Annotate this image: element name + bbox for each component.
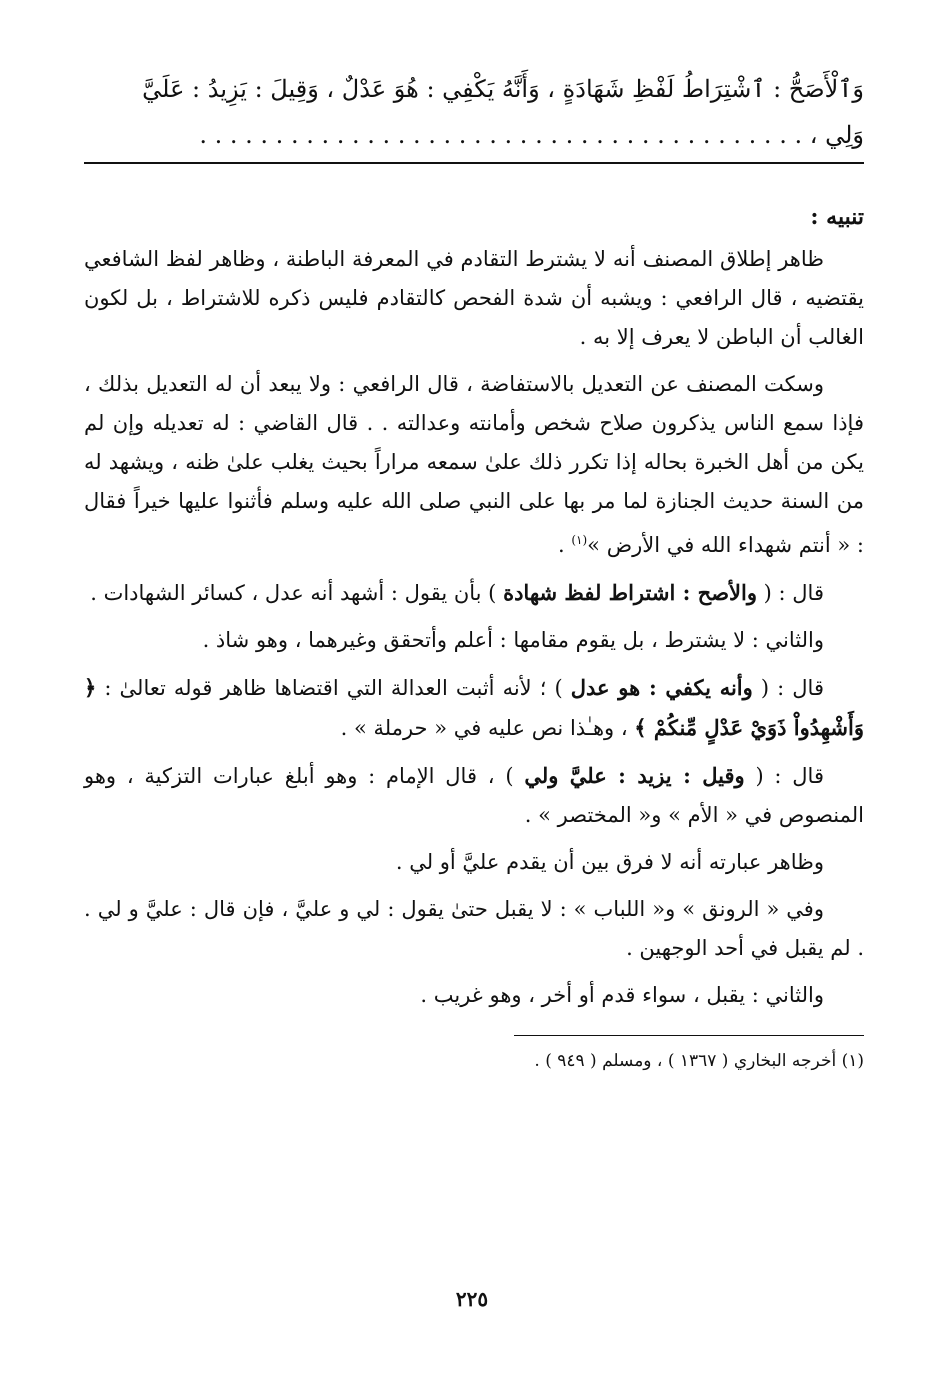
paragraph-5-end: ، وهـٰذا نص عليه في « حرملة » . xyxy=(340,716,635,740)
paragraph-9: والثاني : يقبل ، سواء قدم أو أخر ، وهو غريب . xyxy=(420,983,824,1007)
footnote-1: (١) أخرجه البخاري ( ١٣٦٧ ) ، ومسلم ( ٩٤٩ ) . xyxy=(534,1051,864,1071)
paragraph-5-matn: وأنه يكفي : هو عدل xyxy=(570,675,753,700)
paragraph-5 xyxy=(84,668,864,748)
paragraph-1: ظاهر إطلاق المصنف أنه لا يشترط التقادم في المعرفة الباطنة ، وظاهر لفظ الشافعي يقتضيه ، قال الرافعي : ويشبه أن شدة الفحص كالتقادم فليس ذكره للاشتراط ، بل لكون الغالب أن الباطن لا يعرف إلا به . xyxy=(84,247,864,349)
footnote-ref[interactable]: (١) xyxy=(571,533,588,547)
paragraph-7: وظاهر عبارته أنه لا فرق بين أن يقدم عليَّ أو لي . xyxy=(395,850,824,874)
paragraph-2-text: وسكت المصنف عن التعديل بالاستفاضة ، قال الرافعي : ولا يبعد أن له التعديل بذلك ، فإذا سمع الناس يذكرون صلاح شخص وأمانته وعدالته . . قال القاضي : له تعديله وإن لم يكن من أهل الخبرة بحاله إذا تكرر ذلك علىٰ سمعه مراراً بحيث يغلب علىٰ ظنه ، ويشهد له من السنة حديث الجنازة لما مر بها على النبي صلى الله عليه وسلم فأثنوا عليها خيراً فقال : « أنتم شهداء الله في الأرض » xyxy=(84,372,864,557)
matn-line-2: وَلِي ، xyxy=(809,121,864,149)
paragraph-4: والثاني : لا يشترط ، بل يقوم مقامها : أعلم وأتحقق وغيرهما ، وهو شاذ . xyxy=(202,628,824,652)
tanbih-heading: تنبيه : xyxy=(810,204,864,230)
page-number: ٢٢٥ xyxy=(455,1287,489,1311)
paragraph-5-prefix: قال : ( xyxy=(752,676,824,700)
paragraph-2 xyxy=(84,365,864,565)
paragraph-8: وفي « الرونق » و« اللباب » : لا يقبل حتىٰ يقول : لي و عليَّ ، فإن قال : عليَّ و لي . . لم يقبل في أحد الوجهين . xyxy=(84,897,864,960)
paragraph-3-prefix: قال : ( xyxy=(757,581,824,605)
paragraph-2-end: . xyxy=(557,533,572,557)
quran-verse: ﴿ وَأَشْهِدُواْ ذَوَيْ عَدْلٍ مِّنكُمْ ﴾ xyxy=(84,675,864,740)
page-body xyxy=(84,66,864,1074)
matn-dots: . . . . . . . . . . . . . . . . . . . . . . . . . . . . . . . . . . . . . . . . xyxy=(199,121,803,149)
paragraph-3-matn: والأصح : اشتراط لفظ شهادة xyxy=(503,580,757,605)
matn-divider xyxy=(84,162,864,164)
matn-line-1: وَٱلْأَصَحُّ : ٱشْتِرَاطُ لَفْظِ شَهَادَةٍ ، وَأَنَّهُ يَكْفِي : هُوَ عَدْلٌ ، وَقِيلَ : يَزِيدُ : عَلَيَّ xyxy=(142,75,864,103)
paragraph-6 xyxy=(84,756,864,835)
paragraph-6-prefix: قال : ( xyxy=(744,764,824,788)
paragraph-6-rest: ) ، قال الإمام : وهو أبلغ عبارات التزكية ، وهو المنصوص في « الأم » و« المختصر » . xyxy=(84,764,864,827)
paragraph-3-rest: ) بأن يقول : أشهد أنه عدل ، كسائر الشهادات . xyxy=(90,581,504,605)
paragraph-6-matn: وقيل : يزيد : عليَّ ولي xyxy=(524,763,745,788)
paragraph-3 xyxy=(84,573,864,613)
matn-text xyxy=(84,66,864,158)
footnote-divider xyxy=(514,1035,864,1036)
paragraph-5-rest: ) ؛ لأنه أثبت العدالة التي اقتضاها ظاهر قوله تعالىٰ : xyxy=(96,676,571,700)
